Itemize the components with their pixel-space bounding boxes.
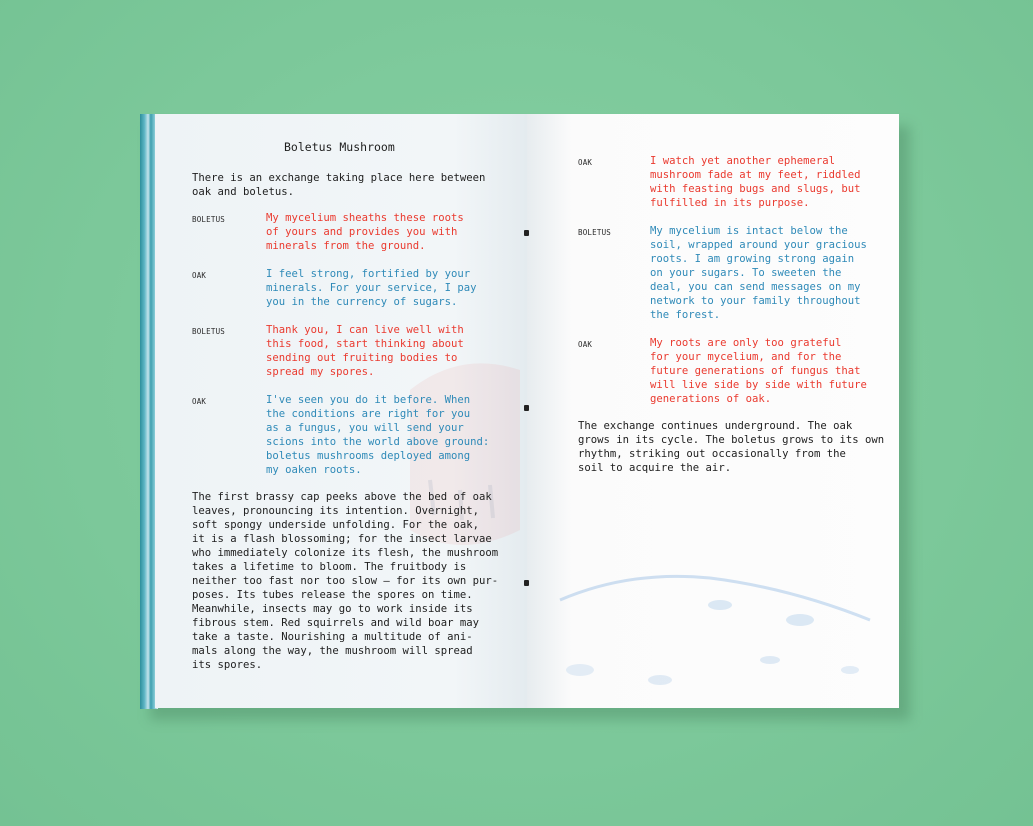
dialogue-line: Thank you, I can live well with this food, start thinking about sending out fruiting bodies to spread my spores. bbox=[266, 324, 464, 378]
speaker-label: BOLETUS bbox=[192, 327, 226, 336]
spine-stitch bbox=[524, 405, 529, 411]
body-paragraph: The first brassy cap peeks above the bed of oak leaves, pronouncing its intention. Overnight, soft spongy underside unfolding. For the oak, it is a flash blossoming; for the insect larvae who immediately colonize its flesh, the mushroom takes a lifetime to bloom. The fruitbody is neither too fast nor too slow – for its own pur- poses. Its tubes release the spores on time. Meanwhile, insects may go to work inside its fibrous stem. Red squirrels and wild boar may take a taste. Nourishing a multitude of ani- mals along the way, the mushroom will spread its spores. bbox=[192, 491, 499, 671]
speaker-label: OAK bbox=[578, 340, 593, 349]
dialogue-line: My mycelium is intact below the soil, wrapped around your gracious roots. I am growing strong again on your sugars. To sweeten the deal, you can send messages on my network to your family throughout the forest. bbox=[650, 225, 867, 321]
speaker-label: OAK bbox=[578, 158, 593, 167]
spine-stitch bbox=[524, 580, 529, 586]
dialogue-line: I watch yet another ephemeral mushroom fade at my feet, riddled with feasting bugs and slugs, but fulfilled in its purpose. bbox=[650, 155, 861, 209]
speaker-label: BOLETUS bbox=[192, 215, 226, 224]
dialogue-line: My mycelium sheaths these roots of yours and provides you with minerals from the ground. bbox=[266, 212, 464, 252]
dialogue-line: I've seen you do it before. When the conditions are right for you as a fungus, you will send your scions into the world above ground: boletus mushrooms deployed among my oaken roots. bbox=[266, 394, 490, 476]
dialogue-line: I feel strong, fortified by your minerals. For your service, I pay you in the currency of sugars. bbox=[266, 268, 477, 308]
right-page-faint-drawing bbox=[540, 530, 890, 700]
closing-paragraph: The exchange continues underground. The oak grows in its cycle. The boletus grows to its own rhythm, striking out occasionally from the soil to acquire the air. bbox=[578, 420, 885, 474]
spine-stitch bbox=[524, 230, 529, 236]
dialogue-line: My roots are only too grateful for your mycelium, and for the future generations of fungus that will live side by side with future generations of oak. bbox=[650, 337, 867, 405]
page-title: Boletus Mushroom bbox=[284, 140, 395, 154]
speaker-label: OAK bbox=[192, 397, 207, 406]
speaker-label: OAK bbox=[192, 271, 207, 280]
speaker-label: BOLETUS bbox=[578, 228, 612, 237]
intro-paragraph: There is an exchange taking place here between oak and boletus. bbox=[192, 172, 486, 198]
